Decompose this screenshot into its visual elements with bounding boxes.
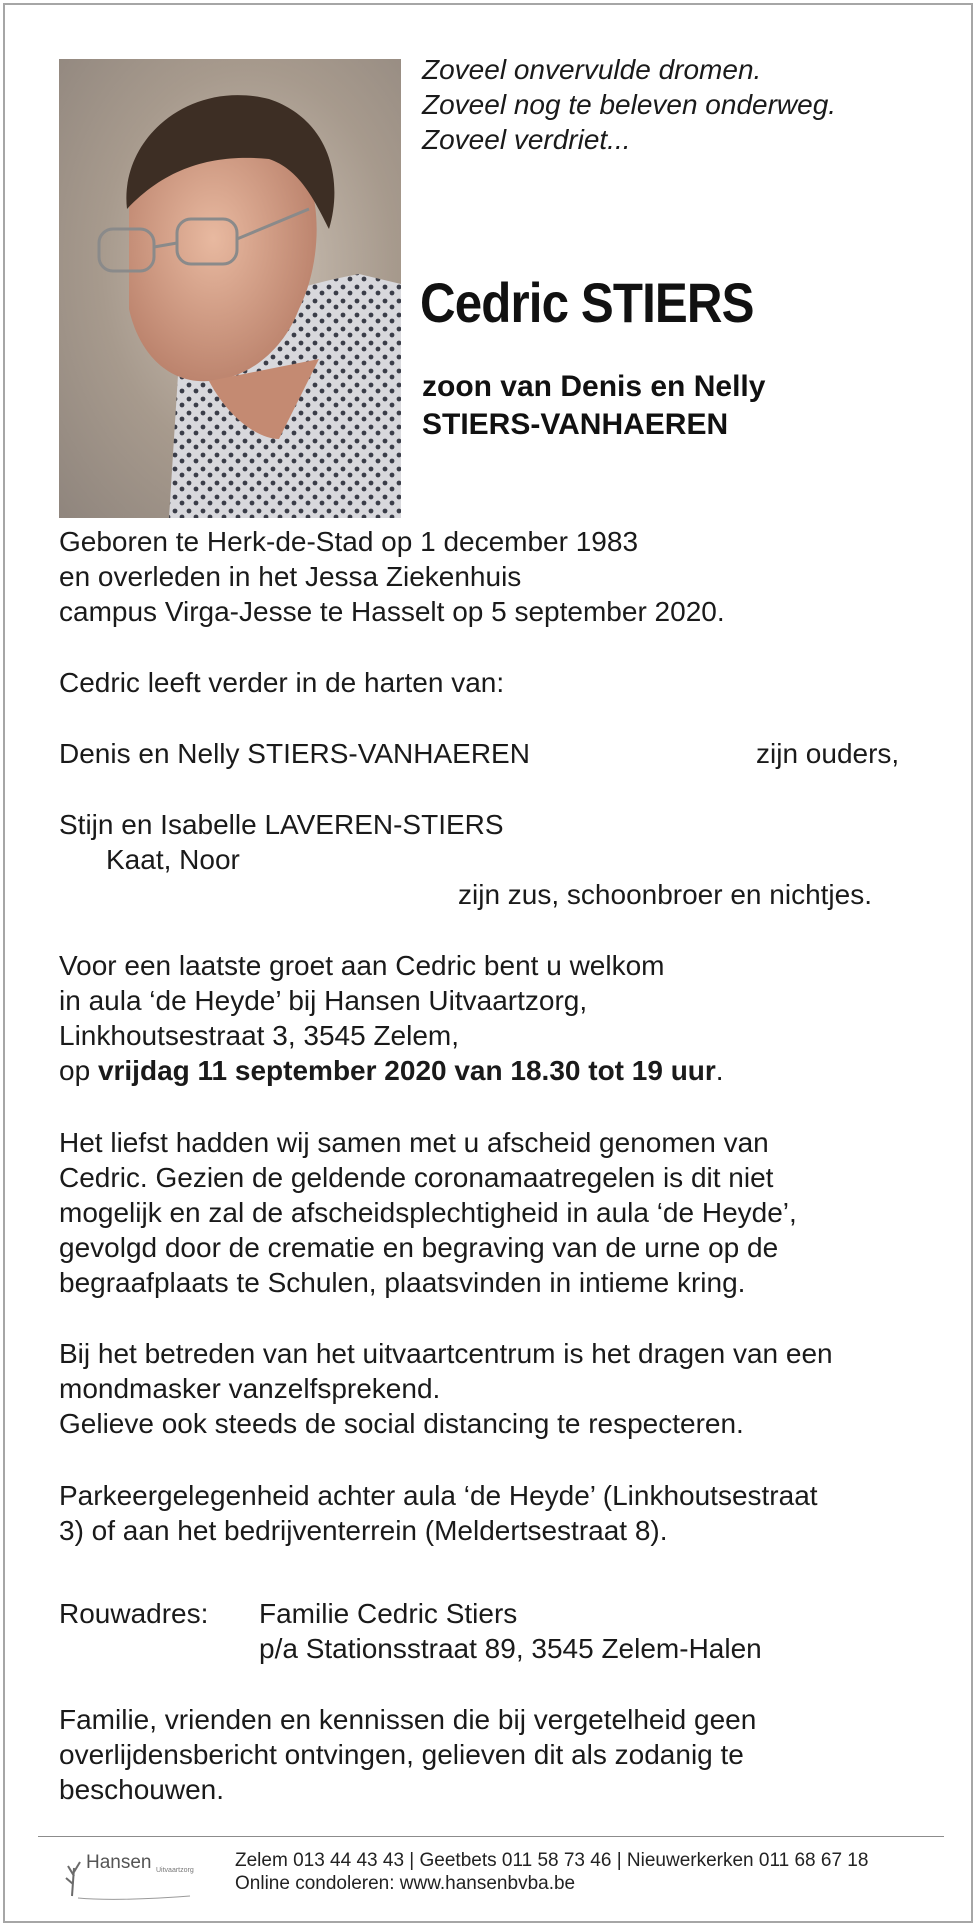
text-line: mondmasker vanzelfsprekend. <box>59 1373 441 1404</box>
parking-paragraph <box>59 1478 818 1548</box>
text-line: begraafplaats te Schulen, plaatsvinden in intieme kring. <box>59 1267 746 1298</box>
text-line: Familie, vrienden en kennissen die bij vergetelheid geen <box>59 1704 757 1735</box>
lives-on-line: Cedric leeft verder in de harten van: <box>59 667 505 698</box>
text-line: Het liefst hadden wij samen met u afscheid genomen van <box>59 1127 769 1158</box>
text-suffix: . <box>715 1055 724 1086</box>
address-line: p/a Stationsstraat 89, 3545 Zelem-Halen <box>259 1633 762 1664</box>
portrait-photo <box>59 59 401 518</box>
closing-paragraph <box>59 1702 756 1807</box>
logo-name: Hansen <box>86 1852 152 1873</box>
footer-divider <box>38 1836 944 1837</box>
text-line: Cedric. Gezien de geldende coronamaatregelen is dit niet <box>59 1162 774 1193</box>
sister-name: Stijn en Isabelle LAVEREN-STIERS <box>59 809 504 840</box>
nieces-names: Kaat, Noor <box>106 844 240 875</box>
sister-role: zijn zus, schoonbroer en nichtjes. <box>458 879 872 910</box>
address-line: Familie Cedric Stiers <box>259 1598 518 1629</box>
text-line: mogelijk en zal de afscheidsplechtigheid in aula ‘de Heyde’, <box>59 1197 797 1228</box>
text-line: overlijdensbericht ontvingen, gelieven dit als zodanig te <box>59 1739 744 1770</box>
farewell-paragraph <box>59 1125 797 1300</box>
quote-line: Zoveel nog te beleven onderweg. <box>422 89 837 120</box>
text-line: en overleden in het Jessa Ziekenhuis <box>59 561 522 592</box>
text-line: Gelieve ook steeds de social distancing te respecteren. <box>59 1408 744 1439</box>
parents-name: Denis en Nelly STIERS-VANHAEREN <box>59 738 530 769</box>
text-line: 3) of aan het bedrijventerrein (Meldertsestraat 8). <box>59 1515 668 1546</box>
mask-paragraph <box>59 1336 833 1441</box>
text-line: Parkeergelegenheid achter aula ‘de Heyde’ (Linkhoutsestraat <box>59 1480 818 1511</box>
visit-date-time: vrijdag 11 september 2020 van 18.30 tot 19 uur <box>97 1055 716 1086</box>
address-label: Rouwadres: <box>59 1598 209 1629</box>
son-of-line: STIERS-VANHAEREN <box>422 408 729 441</box>
text-line: Linkhoutsestraat 3, 3545 Zelem, <box>59 1020 460 1051</box>
opening-quote <box>422 52 836 157</box>
quote-line: Zoveel verdriet... <box>422 124 631 155</box>
visit-paragraph <box>59 948 724 1088</box>
logo-subtitle: Uitvaartzorg <box>156 1867 194 1874</box>
text-line: beschouwen. <box>59 1774 225 1805</box>
text-line: Voor een laatste groet aan Cedric bent u welkom <box>59 950 665 981</box>
text-prefix: op <box>59 1055 98 1086</box>
birth-death-paragraph <box>59 524 725 629</box>
online-condolences-link[interactable]: Online condoleren: www.hansenbvba.be <box>235 1873 576 1894</box>
sister-block <box>59 807 504 877</box>
footer-contacts <box>235 1849 868 1895</box>
text-line: in aula ‘de Heyde’ bij Hansen Uitvaartzorg, <box>59 985 588 1016</box>
son-of <box>422 368 765 444</box>
visit-time-line <box>59 1053 724 1088</box>
son-of-line: zoon van Denis en Nelly <box>422 370 766 403</box>
text-line: campus Virga-Jesse te Hasselt op 5 september 2020. <box>59 596 725 627</box>
parents-role: zijn ouders, <box>756 738 900 769</box>
text-line: Bij het betreden van het uitvaartcentrum is het dragen van een <box>59 1338 833 1369</box>
address-lines <box>259 1596 762 1666</box>
contact-phones: Zelem 013 44 43 43 | Geetbets 011 58 73 46 | Nieuwerkerken 011 68 67 18 <box>235 1850 869 1871</box>
deceased-name: Cedric STIERS <box>420 271 754 334</box>
text-line: gevolgd door de crematie en begraving van de urne op de <box>59 1232 779 1263</box>
text-line: Geboren te Herk-de-Stad op 1 december 1983 <box>59 526 639 557</box>
quote-line: Zoveel onvervulde dromen. <box>422 54 762 85</box>
